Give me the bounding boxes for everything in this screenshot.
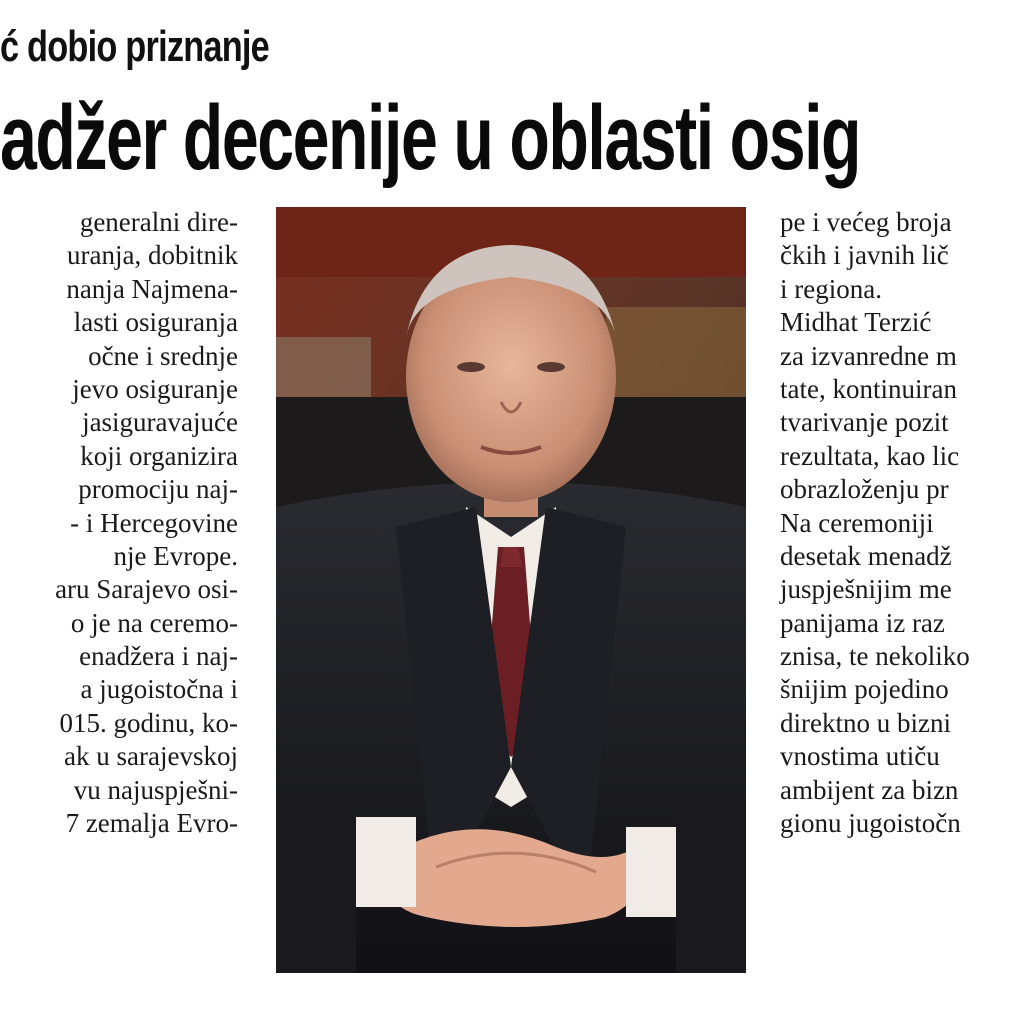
text-line: o je na ceremo- bbox=[70, 607, 238, 638]
text-line: šnijim pojedino bbox=[780, 674, 949, 705]
text-line: Midhat Terzić bbox=[780, 307, 932, 338]
article-headline: adžer decenije u oblasti osig bbox=[0, 87, 861, 189]
text-line: - i Hercegovine bbox=[70, 507, 238, 538]
text-line: ambijent za bizn bbox=[780, 774, 959, 805]
text-line: nje Evrope. bbox=[113, 540, 238, 571]
text-line: tvarivanje pozit bbox=[780, 407, 949, 438]
text-line: juspješnijim me bbox=[780, 574, 952, 605]
text-line: generalni dire- bbox=[79, 207, 238, 237]
text-line: očne i srednje bbox=[88, 340, 238, 371]
text-line: rezultata, kao lic bbox=[780, 440, 960, 471]
text-line: Na ceremoniji bbox=[780, 507, 934, 538]
left-text-column bbox=[0, 206, 238, 840]
text-line: a jugoistočna i bbox=[80, 674, 238, 705]
text-line: 7 zemalja Evro- bbox=[65, 808, 238, 839]
portrait-photo bbox=[276, 207, 746, 973]
text-line: čkih i javnih lič bbox=[780, 240, 949, 271]
text-line: promociju naj- bbox=[78, 474, 238, 505]
text-line: koji organizira bbox=[80, 440, 238, 471]
text-line: ak u sarajevskoj bbox=[64, 741, 238, 772]
right-text-column bbox=[780, 206, 1024, 840]
text-line: znisa, te nekoliko bbox=[780, 641, 970, 672]
text-line: pe i većeg broja bbox=[780, 207, 952, 237]
text-line: tate, kontinuiran bbox=[780, 373, 957, 404]
text-line: aru Sarajevo osi- bbox=[55, 574, 238, 605]
text-line: lasti osiguranja bbox=[73, 307, 238, 338]
article-kicker: ć dobio priznanje bbox=[0, 22, 269, 71]
text-line: vu najuspješni- bbox=[73, 774, 238, 805]
text-line: jevo osiguranje bbox=[72, 373, 238, 404]
text-line: enadžera i naj- bbox=[79, 641, 238, 672]
text-line: vnostima utiču bbox=[780, 741, 940, 772]
text-line: panijama iz raz bbox=[780, 607, 945, 638]
text-line: za izvanredne m bbox=[780, 340, 957, 371]
portrait-illustration bbox=[276, 207, 746, 973]
text-line: uranja, dobitnik bbox=[67, 240, 238, 271]
text-line: obrazloženju pr bbox=[780, 474, 949, 505]
text-line: 015. godinu, ko- bbox=[59, 707, 238, 738]
text-line: nanja Najmena- bbox=[66, 273, 238, 304]
text-line: gionu jugoistočn bbox=[780, 808, 961, 839]
text-line: jasiguravajuće bbox=[82, 407, 238, 438]
text-line: i regiona. bbox=[780, 273, 882, 304]
text-line: desetak menadž bbox=[780, 540, 952, 571]
text-line: direktno u bizni bbox=[780, 707, 951, 738]
